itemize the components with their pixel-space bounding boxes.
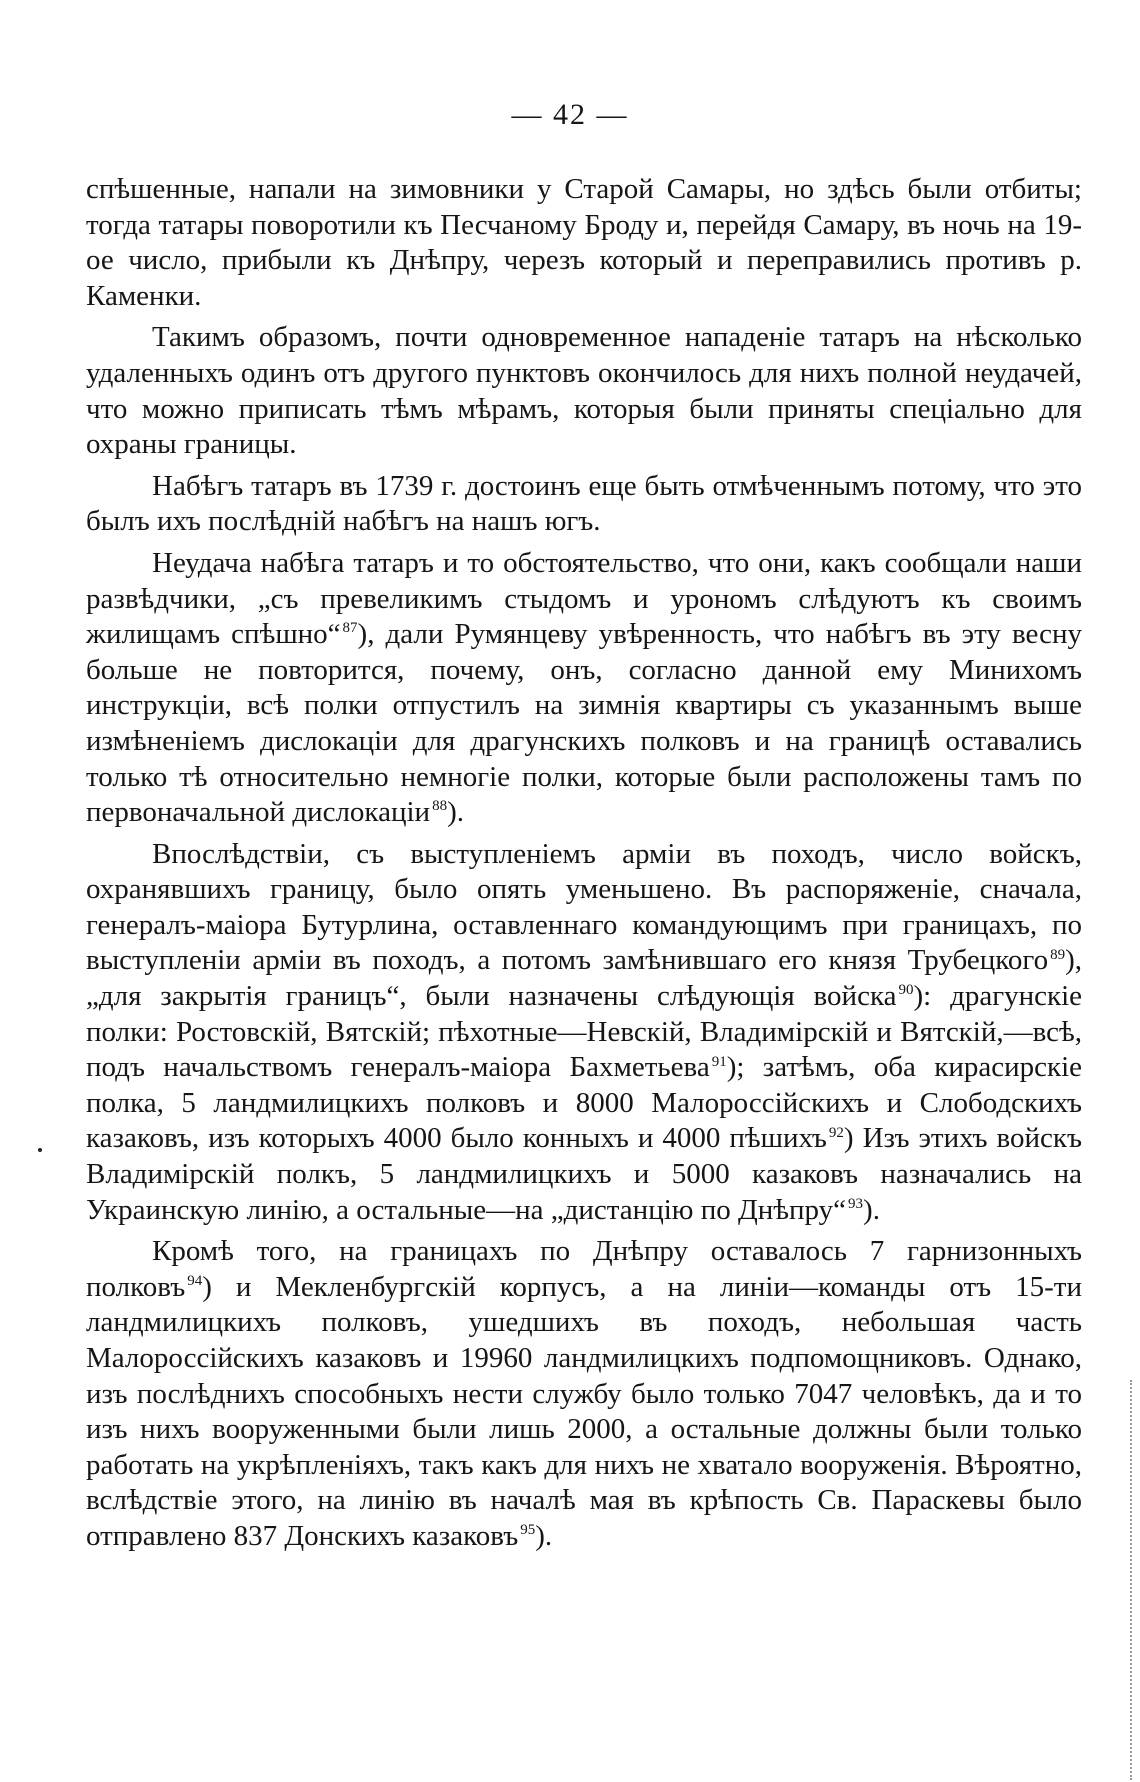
paragraph-2 <box>86 320 1082 462</box>
paragraph-1-text: спѣшенные, напали на зимовники у Старой Самары, но здѣсь были отбиты; тогда татары поворотили къ Песчаному Броду и, перейдя Самару, въ ночь на 19-ое число, прибыли къ Днѣпру, черезъ который и переправились противъ р. Каменки. <box>86 173 1082 312</box>
footnote-mark-91: 91 <box>711 1053 727 1070</box>
paragraph-5-text-cont-4: ) Изъ этихъ войскъ Владимірскій полкъ, 5 ландмилицкихъ и 5000 казаковъ назначались на Украинскую линію, а остальные—на „дистанцію по Днѣпру“ <box>86 1122 1082 1226</box>
footnote-mark-88: 88 <box>432 798 448 815</box>
footnote-mark-90: 90 <box>898 982 914 999</box>
paragraph-4 <box>86 546 1082 831</box>
paragraph-2-text: Такимъ образомъ, почти одновременное нападеніе татаръ на нѣсколько удаленныхъ одинъ отъ другого пунктовъ окончилось для нихъ полной неудачей, что можно приписать тѣмъ мѣрамъ, которыя были приняты спеціально для охраны границы. <box>86 321 1082 461</box>
footnote-mark-93: 93 <box>848 1195 864 1212</box>
paragraph-3-text: Набѣгъ татаръ въ 1739 г. достоинъ еще быть отмѣченнымъ потому, что это былъ ихъ послѣдній набѣгъ на нашъ югъ. <box>86 469 1082 538</box>
paragraph-5-text: Впослѣдствіи, съ выступленіемъ арміи въ походъ, число войскъ, охранявшихъ границу, было опять уменьшено. Въ распоряженіе, сначала, генералъ-маіора Бутурлина, оставленнаго командующимъ при границахъ, по выступленіи арміи въ походъ, а потомъ замѣнившаго его князя Трубецкого <box>86 837 1082 977</box>
scan-edge-line <box>1130 1380 1132 1780</box>
page-number: — 42 — <box>511 98 629 131</box>
footnote-mark-95: 95 <box>520 1522 536 1539</box>
paragraph-5-text-end: ). <box>863 1193 880 1226</box>
paragraph-6-text-end: ). <box>535 1519 553 1552</box>
paragraph-1 <box>86 172 1082 314</box>
paragraph-5-text-cont-2: ): драгунскіе полки: Ростовскій, Вятскій; пѣхотные—Невскій, Владимірскій и Вятскій,—всѣ, подъ начальствомъ генералъ-маіора Бахметьева <box>86 980 1082 1084</box>
footnote-mark-94: 94 <box>187 1273 203 1290</box>
footnote-mark-89: 89 <box>1050 946 1066 963</box>
paragraph-6-text: Кромѣ того, на границахъ по Днѣпру оставалось 7 гарнизонныхъ полковъ <box>86 1235 1082 1303</box>
footnote-mark-92: 92 <box>828 1124 844 1141</box>
footnote-mark-87: 87 <box>342 620 358 637</box>
paragraph-5-text-cont: ), „для закрытія границъ“, были назначены слѣдующія войска <box>86 944 1082 1013</box>
paragraph-4-text-end: ). <box>447 796 464 829</box>
paragraph-3 <box>86 469 1082 540</box>
paragraph-4-text: Неудача набѣга татаръ и то обстоятельство, что они, какъ сообщали наши развѣдчики, „съ превеликимъ стыдомъ и урономъ слѣдуютъ къ своимъ жилищамъ спѣшно“ <box>86 546 1082 651</box>
paragraph-5-text-cont-3: ); затѣмъ, оба кирасирскіе полка, 5 ландмилицкихъ полковъ и 8000 Малороссійскихъ и Слободскихъ казаковъ, изъ которыхъ 4000 было конныхъ и 4000 пѣшихъ <box>86 1051 1082 1155</box>
paragraph-6-text-cont: ) и Мекленбургскій корпусъ, а на линіи—команды отъ 15-ти ландмилицкихъ полковъ, ушедшихъ въ походъ, небольшая часть Малороссійскихъ казаковъ и 19960 ландмилицкихъ подпомощниковъ. Однако, изъ послѣднихъ способныхъ нести службу было только 7047 человѣкъ, да и то изъ нихъ вооруженными были лишь 2000, а остальные должны были только работать на укрѣпленіяхъ, такъ какъ для нихъ не хватало вооруженія. Вѣроятно, вслѣдствіе этого, на линію въ началѣ мая въ крѣпость Св. Параскевы было отправлено 837 Донскихъ казаковъ <box>86 1270 1082 1552</box>
paragraph-5 <box>86 837 1082 1229</box>
paragraph-4-text-cont: ), дали Румянцеву увѣренность, что набѣгъ въ эту весну больше не повторится, почему, онъ, согласно данной ему Минихомъ инструкціи, всѣ полки отпустилъ на зимнія квартиры съ указаннымъ выше измѣненіемъ дислокаціи для драгунскихъ полковъ и на границѣ оставались только тѣ относительно немногіе полки, которые были расположены тамъ по первоначальной дислокаціи <box>86 618 1082 829</box>
paragraph-6 <box>86 1234 1082 1554</box>
body-text <box>86 172 1082 1561</box>
margin-dot <box>38 1148 42 1152</box>
